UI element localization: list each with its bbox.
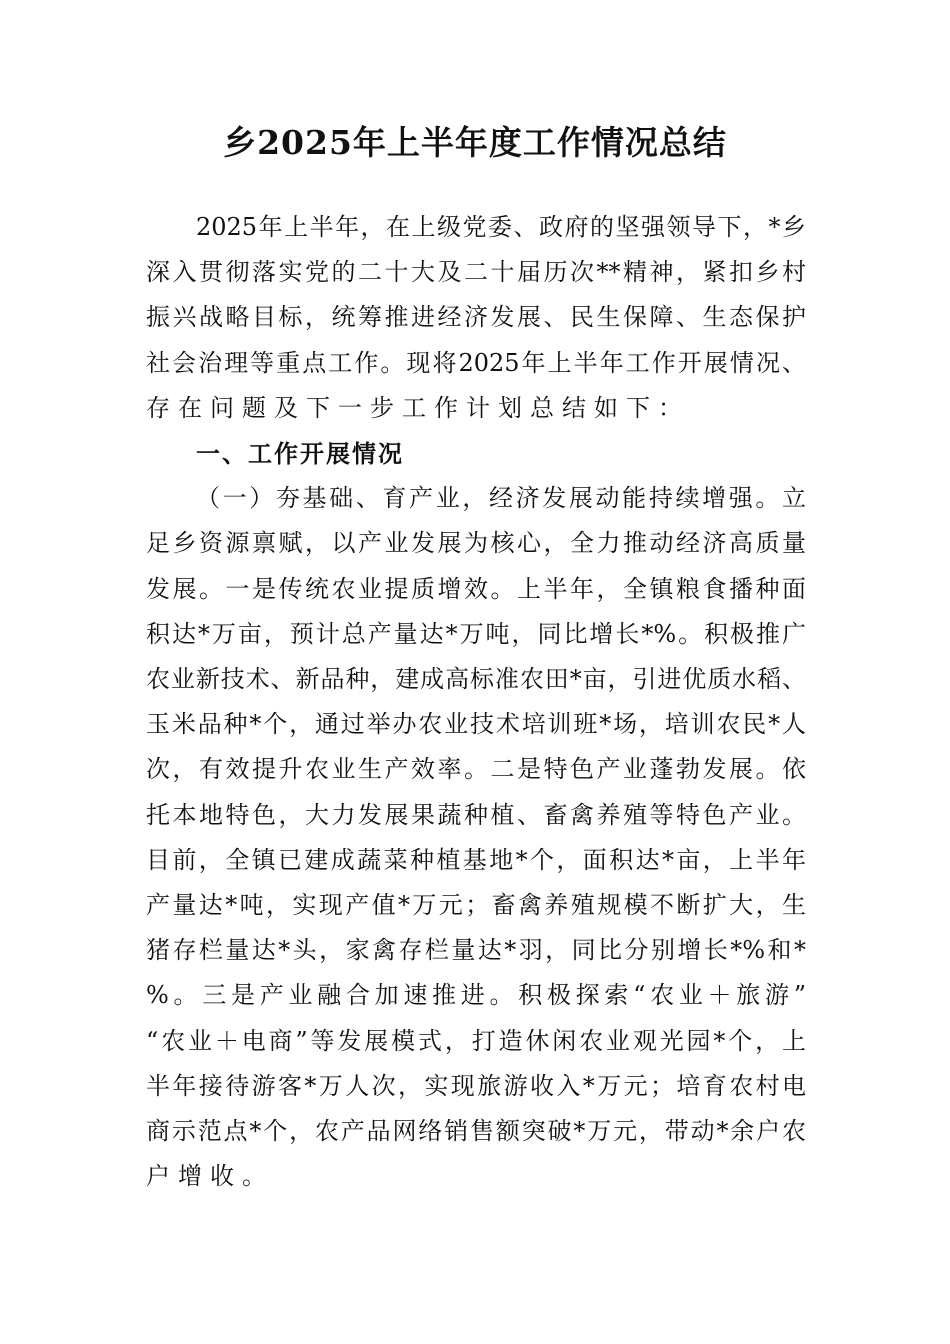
- document-title: 乡2025年上半年度工作情况总结: [223, 123, 727, 162]
- text-line: 发展。一是传统农业提质增效。上半年，全镇粮食播种面: [146, 574, 806, 603]
- section-heading: [146, 431, 806, 476]
- text-line: 猪存栏量达*头，家禽存栏量达*羽，同比分别增长*%和*: [146, 936, 806, 965]
- paragraph: [146, 476, 806, 1199]
- text-line: 次，有效提升农业生产效率。二是特色产业蓬勃发展。依: [146, 755, 806, 784]
- text-line: 户增收。: [146, 1162, 274, 1191]
- text-line: 积达*万亩，预计总产量达*万吨，同比增长*%。积极推广: [146, 619, 806, 648]
- text-line: 产量达*吨，实现产值*万元；畜禽养殖规模不断扩大，生: [146, 891, 806, 920]
- text-line: 振兴战略目标，统筹推进经济发展、民生保障、生态保护: [146, 303, 806, 332]
- text-line: %。三是产业融合加速推进。积极探索“农业＋旅游”: [146, 981, 806, 1010]
- paragraph: [146, 205, 806, 431]
- text-line: 存在问题及下一步工作计划总结如下：: [146, 393, 690, 422]
- text-line: 目前，全镇已建成蔬菜种植基地*个，面积达*亩，上半年: [146, 845, 806, 874]
- text-line: 深入贯彻落实党的二十大及二十届历次**精神，紧扣乡村: [146, 258, 806, 287]
- text-line: 农业新技术、新品种，建成高标准农田*亩，引进优质水稻、: [146, 665, 806, 694]
- text-line: 足乡资源禀赋，以产业发展为核心，全力推动经济高质量: [146, 529, 806, 558]
- text-line: 一、工作开展情况: [196, 439, 404, 469]
- text-line: （一）夯基础、育产业，经济发展动能持续增强。立: [196, 484, 806, 513]
- document-body: [146, 205, 806, 1199]
- text-line: 商示范点*个，农产品网络销售额突破*万元，带动*余户农: [146, 1117, 806, 1146]
- text-line: 托本地特色，大力发展果蔬种植、畜禽养殖等特色产业。: [146, 800, 806, 829]
- text-line: 玉米品种*个，通过举办农业技术培训班*场，培训农民*人: [146, 710, 806, 739]
- text-line: 2025年上半年，在上级党委、政府的坚强领导下，*乡: [196, 213, 806, 241]
- text-line: 半年接待游客*万人次，实现旅游收入*万元；培育农村电: [146, 1071, 806, 1100]
- text-line: 社会治理等重点工作。现将2025年上半年工作开展情况、: [146, 348, 806, 377]
- text-line: “农业＋电商”等发展模式，打造休闲农业观光园*个，上: [146, 1026, 806, 1055]
